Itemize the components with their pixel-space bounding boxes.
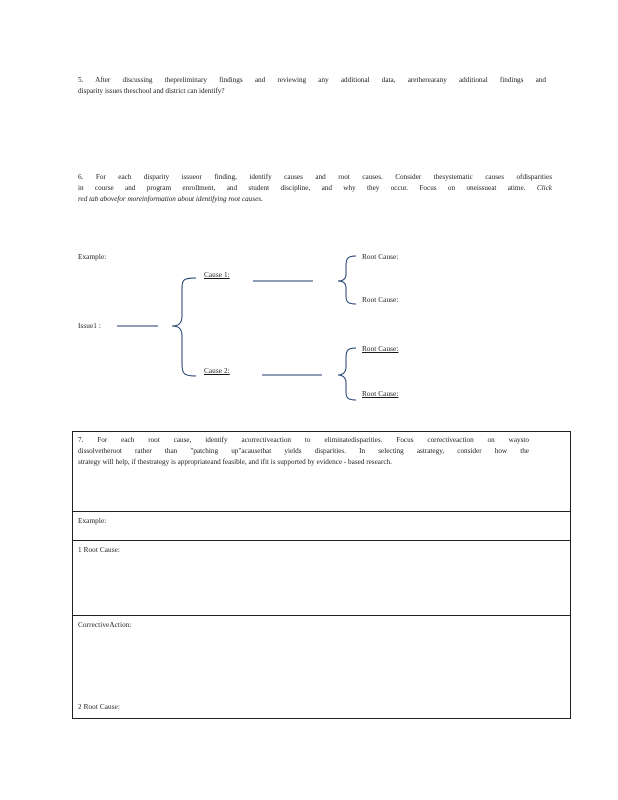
- diagram-example-label: Example:: [78, 253, 107, 261]
- click-link[interactable]: Click: [536, 184, 552, 192]
- cause-2-label: Cause 2:: [204, 367, 230, 375]
- table-divider-2: [72, 540, 570, 541]
- table-root-cause-2-label: 2 Root Cause:: [78, 703, 121, 711]
- question-7-line-3: strategy will help, if thestrategy is appropriateand feasible, and ifit is supported by evidence - based research.: [78, 458, 392, 466]
- question-6-line-2: in course and program enrollment, and student discipline, and why they occur. Focus on oneissueat atime. Click: [78, 184, 552, 192]
- cause-2-brace: [338, 348, 356, 400]
- table-divider-3: [72, 615, 570, 616]
- table-divider-1: [72, 511, 570, 512]
- question-7-table: [72, 431, 571, 719]
- root-cause-4-label: Root Cause:: [362, 390, 399, 398]
- table-root-cause-1-label: 1 Root Cause:: [78, 546, 121, 554]
- question-7-line-1: 7. For each root cause, identify acorrectiveaction to eliminatedisparities. Focus correctiveaction on waysto: [78, 436, 529, 444]
- root-cause-3-label: Root Cause:: [362, 345, 399, 353]
- question-7: [78, 435, 529, 468]
- root-cause-2-label: Root Cause:: [362, 296, 399, 304]
- issue-brace: [172, 278, 196, 376]
- table-example-label: Example:: [78, 517, 107, 525]
- cause-1-brace: [338, 256, 356, 304]
- question-6-line-1: 6. For each disparity issueor finding, identify causes and root causes. Consider thesystematic causes ofdisparities: [78, 173, 552, 181]
- issue-label: Issue1 :: [78, 322, 101, 330]
- question-5-line-1: 5. After discussing thepreliminary findings and reviewing any additional data, aretherearany additional findings and: [78, 76, 546, 84]
- question-7-line-2: dissolvetheroot rather than "patching up"acausethat yields disparities. In selecting astrategy, consider how the: [78, 447, 529, 455]
- cause-1-label: Cause 1:: [204, 271, 230, 279]
- table-corrective-action-label: CorrectiveAction:: [78, 621, 132, 629]
- question-6-line-3: red tab abovefor moreinformation about identifying root causes.: [78, 195, 263, 203]
- root-cause-1-label: Root Cause:: [362, 253, 399, 261]
- question-5-line-2: disparity issues theschool and district can identify?: [78, 87, 225, 95]
